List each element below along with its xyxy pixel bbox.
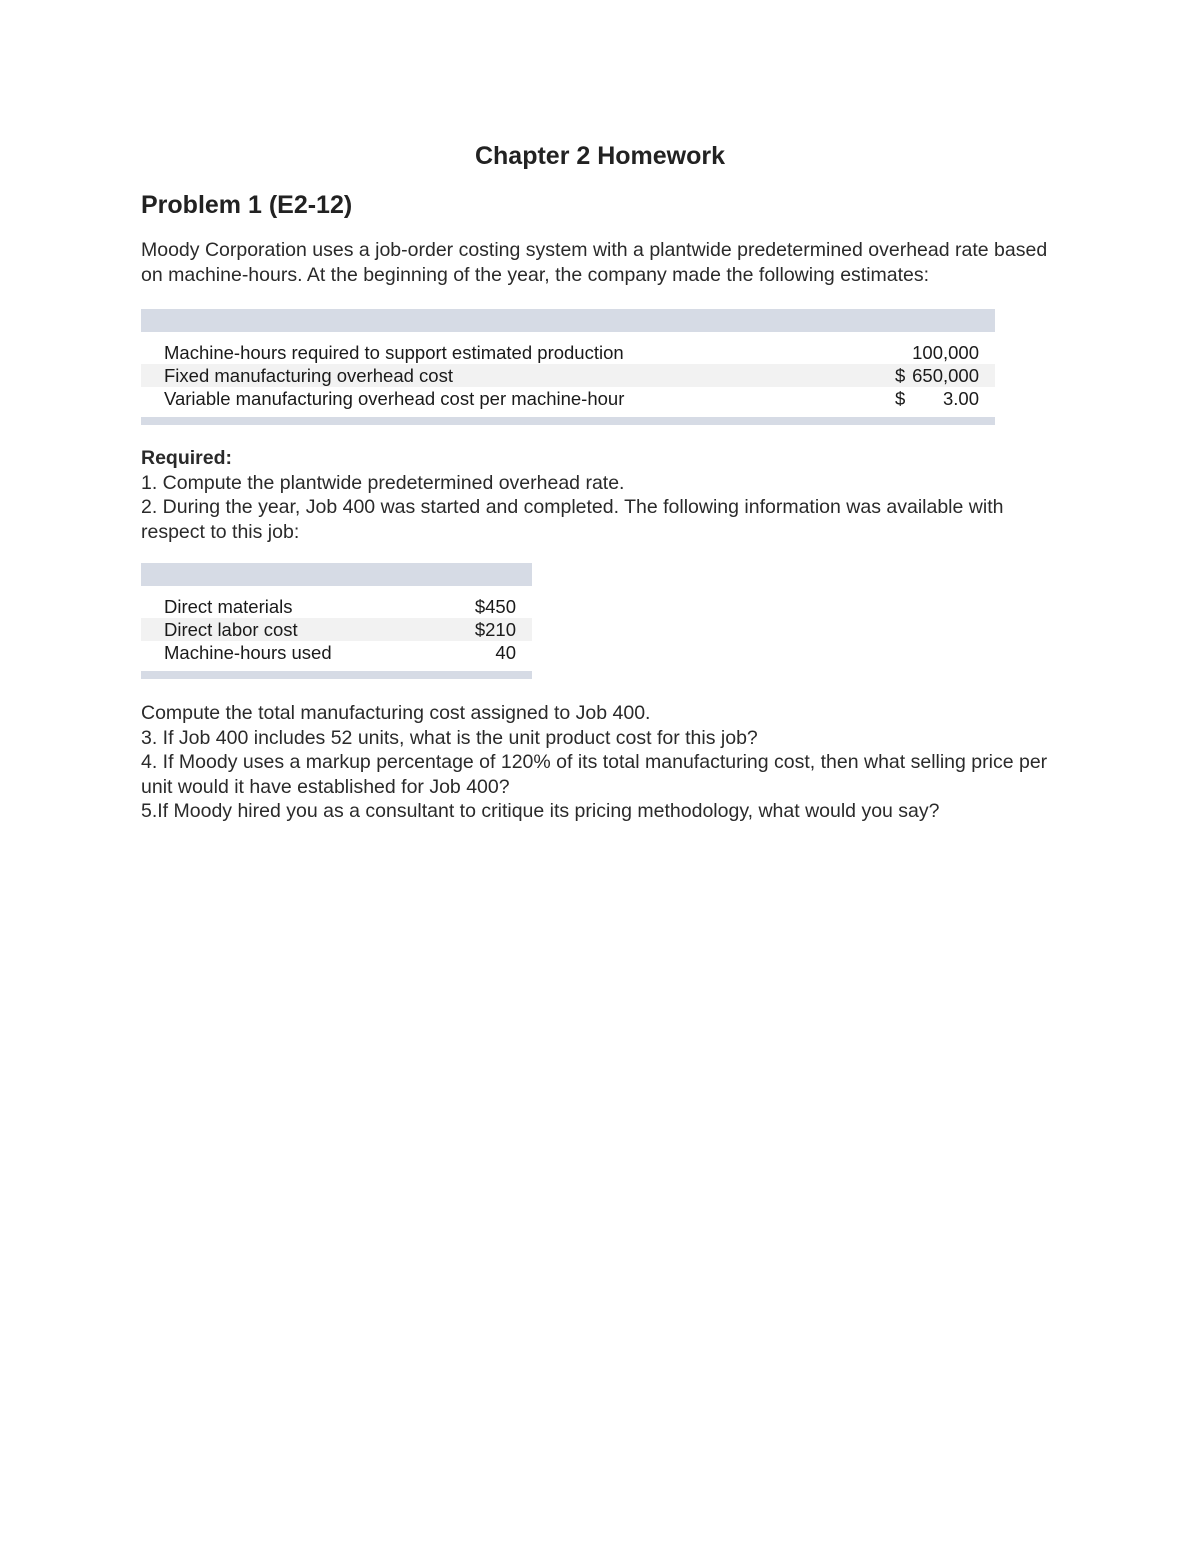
- amount: 650,000: [912, 365, 979, 386]
- requirement-3: 3. If Job 400 includes 52 units, what is the unit product cost for this job?: [141, 726, 758, 749]
- row-value: $450: [474, 596, 516, 617]
- table-header-band: [141, 563, 532, 586]
- requirement-2: 2. During the year, Job 400 was started and completed. The following information was available with respect to this job:: [141, 496, 1004, 543]
- requirement-2b: Compute the total manufacturing cost assigned to Job 400.: [141, 702, 651, 724]
- table-header-band: [141, 309, 995, 332]
- job-table: [141, 563, 532, 679]
- table-row: [141, 364, 995, 387]
- currency-symbol: $: [895, 388, 906, 409]
- table-row: [141, 341, 995, 364]
- followup-questions: [141, 701, 1071, 824]
- row-label: Variable manufacturing overhead cost per machine-hour: [164, 388, 625, 409]
- estimates-table: [141, 309, 995, 425]
- document-title: Chapter 2 Homework: [474, 142, 726, 170]
- requirement-4: 4. If Moody uses a markup percentage of 120% of its total manufacturing cost, then what selling price per unit would it have established for Job 400?: [141, 751, 1048, 798]
- table-footer-band: [141, 417, 995, 425]
- problem-intro: Moody Corporation uses a job-order costing system with a plantwide predetermined overhead rate based on machine-hours. At the beginning of the year, the company made the following estimates:: [141, 239, 1048, 286]
- row-label: Machine-hours required to support estimated production: [164, 342, 624, 363]
- row-value: 40: [495, 642, 516, 663]
- currency-symbol: $: [895, 365, 906, 386]
- row-value: 100,000: [912, 342, 979, 363]
- table-row: [141, 387, 995, 410]
- requirement-1: 1. Compute the plantwide predetermined overhead rate.: [141, 471, 625, 494]
- table-footer-band: [141, 671, 532, 679]
- required-label: Required:: [141, 447, 233, 469]
- requirement-5: 5.If Moody hired you as a consultant to critique its pricing methodology, what would you say?: [141, 800, 940, 822]
- problem-heading: Problem 1 (E2-12): [141, 191, 353, 219]
- row-value: $210: [474, 619, 516, 640]
- row-label: Fixed manufacturing overhead cost: [164, 365, 453, 386]
- table-row: [141, 595, 532, 618]
- row-label: Direct labor cost: [164, 619, 298, 640]
- amount: 3.00: [942, 388, 979, 409]
- row-label: Direct materials: [164, 596, 293, 617]
- row-value: [895, 364, 979, 387]
- row-label: Machine-hours used: [164, 642, 332, 663]
- table-row: [141, 618, 532, 641]
- required-section: [141, 446, 1071, 544]
- row-value: [895, 387, 979, 410]
- table-row: [141, 641, 532, 664]
